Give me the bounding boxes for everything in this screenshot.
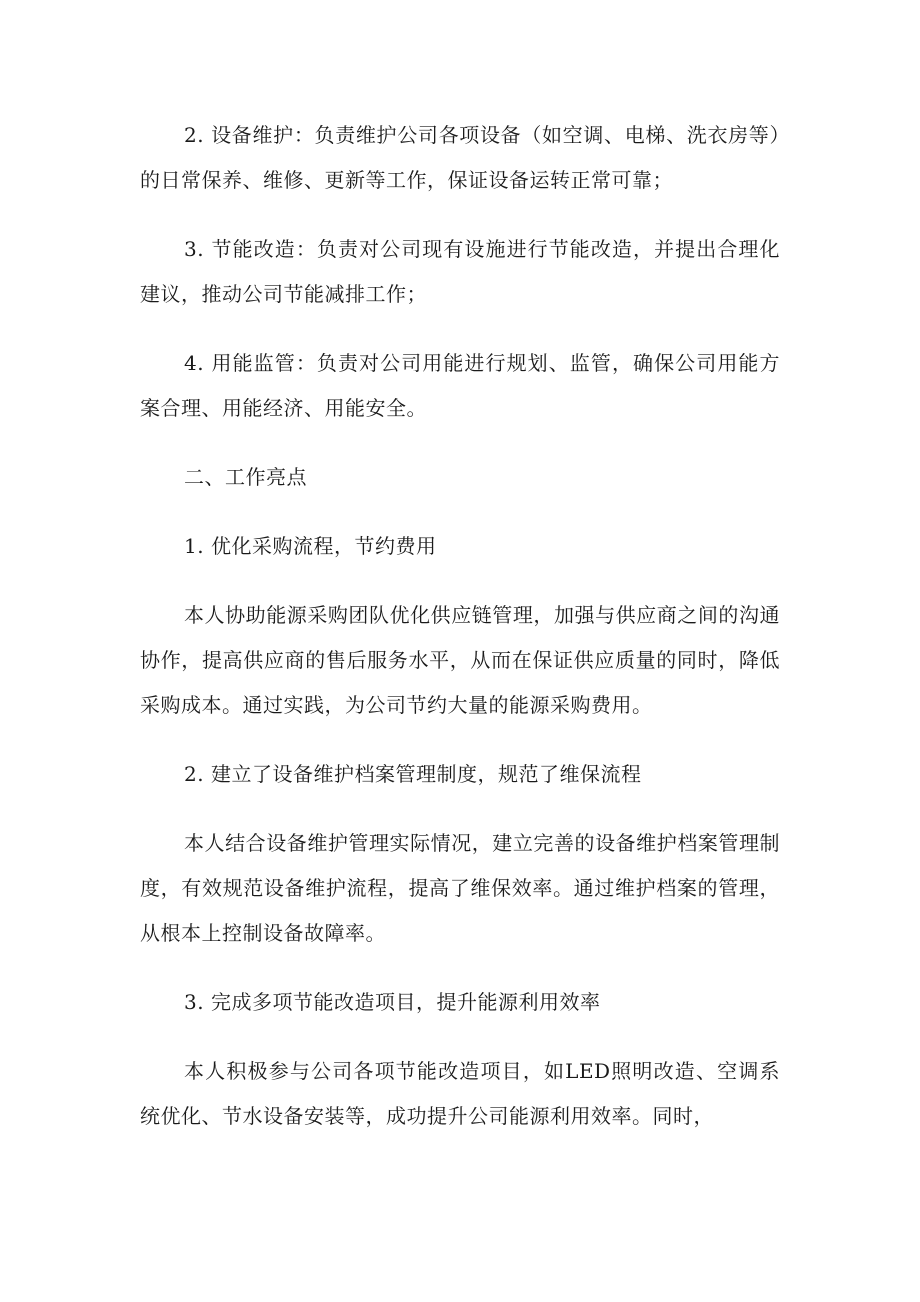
list-item-energy-supervision: 4. 用能监管：负责对公司用能进行规划、监管，确保公司用能方案合理、用能经济、用能安全。 (140, 351, 780, 420)
body-paragraph-maintenance-archive: 本人结合设备维护管理实际情况，建立完善的设备维护档案管理制度，有效规范设备维护流程，提高了维保效率。通过维护档案的管理，从根本上控制设备故障率。 (140, 831, 780, 945)
subheading-maintenance-archive: 2. 建立了设备维护档案管理制度，规范了维保流程 (184, 762, 642, 786)
body-paragraph-procurement: 本人协助能源采购团队优化供应链管理，加强与供应商之间的沟通协作，提高供应商的售后服务水平，从而在保证供应质量的同时，降低采购成本。通过实践，为公司节约大量的能源采购费用。 (140, 603, 780, 717)
body-paragraph-energy-projects: 本人积极参与公司各项节能改造项目，如LED照明改造、空调系统优化、节水设备安装等，成功提升公司能源利用效率。同时， (140, 1059, 780, 1128)
subheading-energy-projects: 3. 完成多项节能改造项目，提升能源利用效率 (184, 990, 601, 1014)
list-item-equipment-maintenance: 2. 设备维护：负责维护公司各项设备（如空调、电梯、洗衣房等）的日常保养、维修、更新等工作，保证设备运转正常可靠； (140, 123, 780, 192)
section-heading-highlights: 二、工作亮点 (184, 465, 307, 489)
subheading-procurement: 1. 优化采购流程，节约费用 (184, 534, 437, 558)
document-body (140, 113, 780, 1163)
list-item-energy-retrofit: 3. 节能改造：负责对公司现有设施进行节能改造，并提出合理化建议，推动公司节能减排工作； (140, 237, 780, 306)
